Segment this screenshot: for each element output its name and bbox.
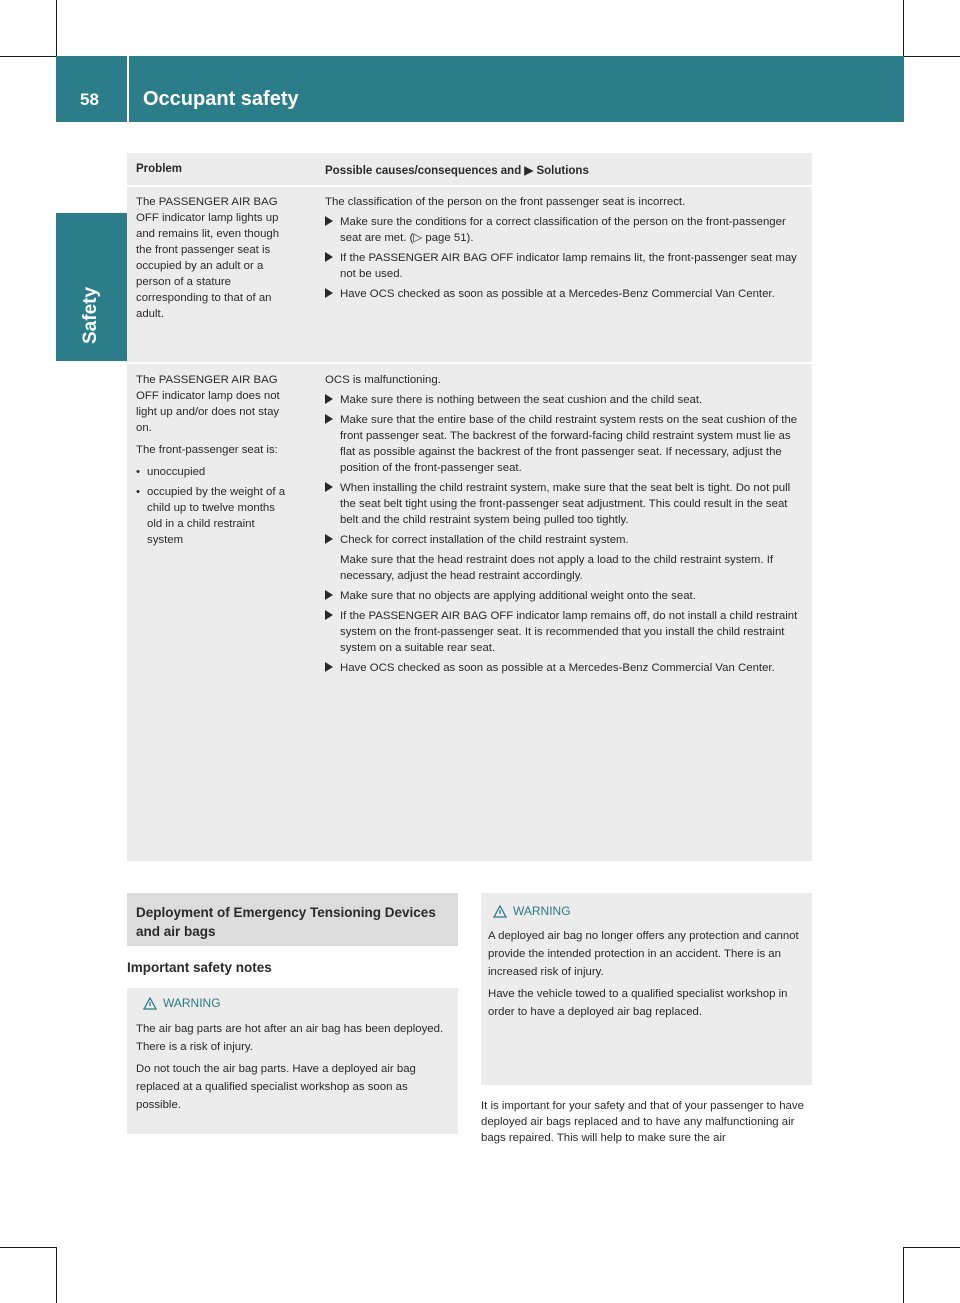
crop-mark-bottom-right-h bbox=[904, 1247, 960, 1248]
warning-triangle-icon bbox=[493, 905, 507, 918]
action-arrow-icon bbox=[325, 288, 333, 298]
action-arrow-icon bbox=[325, 414, 333, 424]
action-item bbox=[325, 480, 800, 528]
action-arrow-icon bbox=[325, 216, 333, 226]
page-title: Occupant safety bbox=[143, 88, 299, 110]
row-2-problem bbox=[136, 372, 291, 552]
warning-header-left bbox=[143, 996, 221, 1010]
crop-mark-top-right-v bbox=[903, 0, 904, 56]
action-text: If the PASSENGER AIR BAG OFF indicator lamp remains off, do not install a child restraint system on the front-passenger seat. It is recommended that you install the child restraint system on a suitable rear seat. bbox=[340, 610, 798, 654]
warning-body-right bbox=[488, 927, 804, 1025]
warning-label: WARNING bbox=[163, 996, 221, 1010]
action-text: When installing the child restraint system, make sure that the seat belt is tight. Do not pull the seat belt tight using the front-passenger seat adjustment. This could result in the seat belt and the child restraint system being pulled too tightly. bbox=[340, 482, 791, 526]
action-text: Check for correct installation of the child restraint system. bbox=[340, 534, 629, 546]
action-item bbox=[325, 392, 800, 408]
warning-text: A deployed air bag no longer offers any protection and cannot provide the intended protection in an accident. There is an increased risk of injury. bbox=[488, 930, 799, 978]
warning-triangle-icon bbox=[143, 997, 157, 1010]
problem-bullet: • occupied by the weight of a child up to twelve months old in a child restraint system bbox=[136, 484, 291, 548]
problem-text: The PASSENGER AIR BAG OFF indicator lamp does not light up and/or does not stay on. bbox=[136, 374, 280, 434]
problem-text: The PASSENGER AIR BAG OFF indicator lamp lights up and remains lit, even though the front passenger seat is occupied by an adult or a person of a stature corresponding to that of an adult. bbox=[136, 196, 280, 320]
crop-mark-bottom-left-v bbox=[56, 1247, 57, 1303]
row-divider bbox=[127, 362, 812, 364]
crop-mark-top-right-h bbox=[904, 56, 960, 57]
column-header-solutions: Possible causes/consequences and ▶ Solutions bbox=[325, 165, 589, 177]
action-item bbox=[325, 588, 800, 604]
action-arrow-icon bbox=[325, 662, 333, 672]
action-item bbox=[325, 608, 800, 656]
warning-header-right bbox=[493, 904, 571, 918]
action-item bbox=[325, 286, 800, 302]
warning-text: Have the vehicle towed to a qualified specialist workshop in order to have a deployed air bag replaced. bbox=[488, 988, 788, 1018]
crop-mark-top-left-v bbox=[56, 0, 57, 56]
action-item bbox=[325, 412, 800, 476]
cause-text: OCS is malfunctioning. bbox=[325, 374, 441, 386]
action-item bbox=[325, 214, 800, 246]
column-header-problem: Problem bbox=[136, 163, 183, 175]
subheading: Important safety notes bbox=[127, 960, 272, 975]
action-note: Make sure that the head restraint does not apply a load to the child restraint system. If necessary, adjust the head restraint accordingly. bbox=[340, 554, 774, 582]
row-1-solutions bbox=[325, 194, 800, 306]
warning-body-left bbox=[136, 1020, 450, 1118]
crop-mark-bottom-left-h bbox=[0, 1247, 56, 1248]
action-text: Have OCS checked as soon as possible at a Mercedes-Benz Commercial Van Center. bbox=[340, 662, 775, 674]
action-text: Make sure that the entire base of the child restraint system rests on the seat cushion of the front passenger seat. The backrest of the forward-facing child restraint system must lie as flat as possible against the backrest of the front passenger seat. If necessary, adjust the position of the front-passenger seat. bbox=[340, 414, 798, 474]
problem-text: The front-passenger seat is: bbox=[136, 444, 278, 456]
page-number: 58 bbox=[80, 90, 99, 109]
crop-mark-bottom-right-v bbox=[903, 1247, 904, 1303]
action-text: Make sure there is nothing between the seat cushion and the child seat. bbox=[340, 394, 703, 406]
action-arrow-icon bbox=[325, 590, 333, 600]
problem-bullet: • unoccupied bbox=[136, 464, 291, 480]
warning-label: WARNING bbox=[513, 904, 571, 918]
warning-text: The air bag parts are hot after an air bag has been deployed. There is a risk of injury. bbox=[136, 1023, 444, 1053]
action-item bbox=[325, 250, 800, 282]
header-divider bbox=[127, 56, 129, 122]
action-item bbox=[325, 532, 800, 548]
action-text: Have OCS checked as soon as possible at a Mercedes-Benz Commercial Van Center. bbox=[340, 288, 775, 300]
cause-text: The classification of the person on the front passenger seat is incorrect. bbox=[325, 196, 686, 208]
problem-bullet-list bbox=[136, 464, 291, 548]
action-text: Make sure the conditions for a correct classification of the person on the front-passenger seat are met. (▷ page 51). bbox=[340, 216, 786, 244]
action-text: If the PASSENGER AIR BAG OFF indicator lamp remains lit, the front-passenger seat may not be used. bbox=[340, 252, 797, 280]
action-arrow-icon bbox=[325, 534, 333, 544]
row-1-problem bbox=[136, 194, 291, 328]
action-item bbox=[325, 660, 800, 676]
action-arrow-icon bbox=[325, 252, 333, 262]
warning-text: Do not touch the air bag parts. Have a deployed air bag replaced at a qualified specialist workshop as soon as possible. bbox=[136, 1063, 416, 1111]
header-rule bbox=[127, 185, 812, 187]
action-text: Make sure that no objects are applying additional weight onto the seat. bbox=[340, 590, 696, 602]
side-tab-label: Safety bbox=[80, 286, 101, 344]
crop-mark-top-left-h bbox=[0, 56, 56, 57]
action-arrow-icon bbox=[325, 394, 333, 404]
action-arrow-icon bbox=[325, 610, 333, 620]
action-arrow-icon bbox=[325, 482, 333, 492]
section-title: Deployment of Emergency Tensioning Devices and air bags bbox=[136, 905, 436, 939]
row-2-solutions bbox=[325, 372, 800, 680]
body-paragraph: It is important for your safety and that of your passenger to have deployed air bags replaced and to have any malfunctioning air bags repaired. This will help to make sure the air bbox=[481, 1100, 804, 1144]
